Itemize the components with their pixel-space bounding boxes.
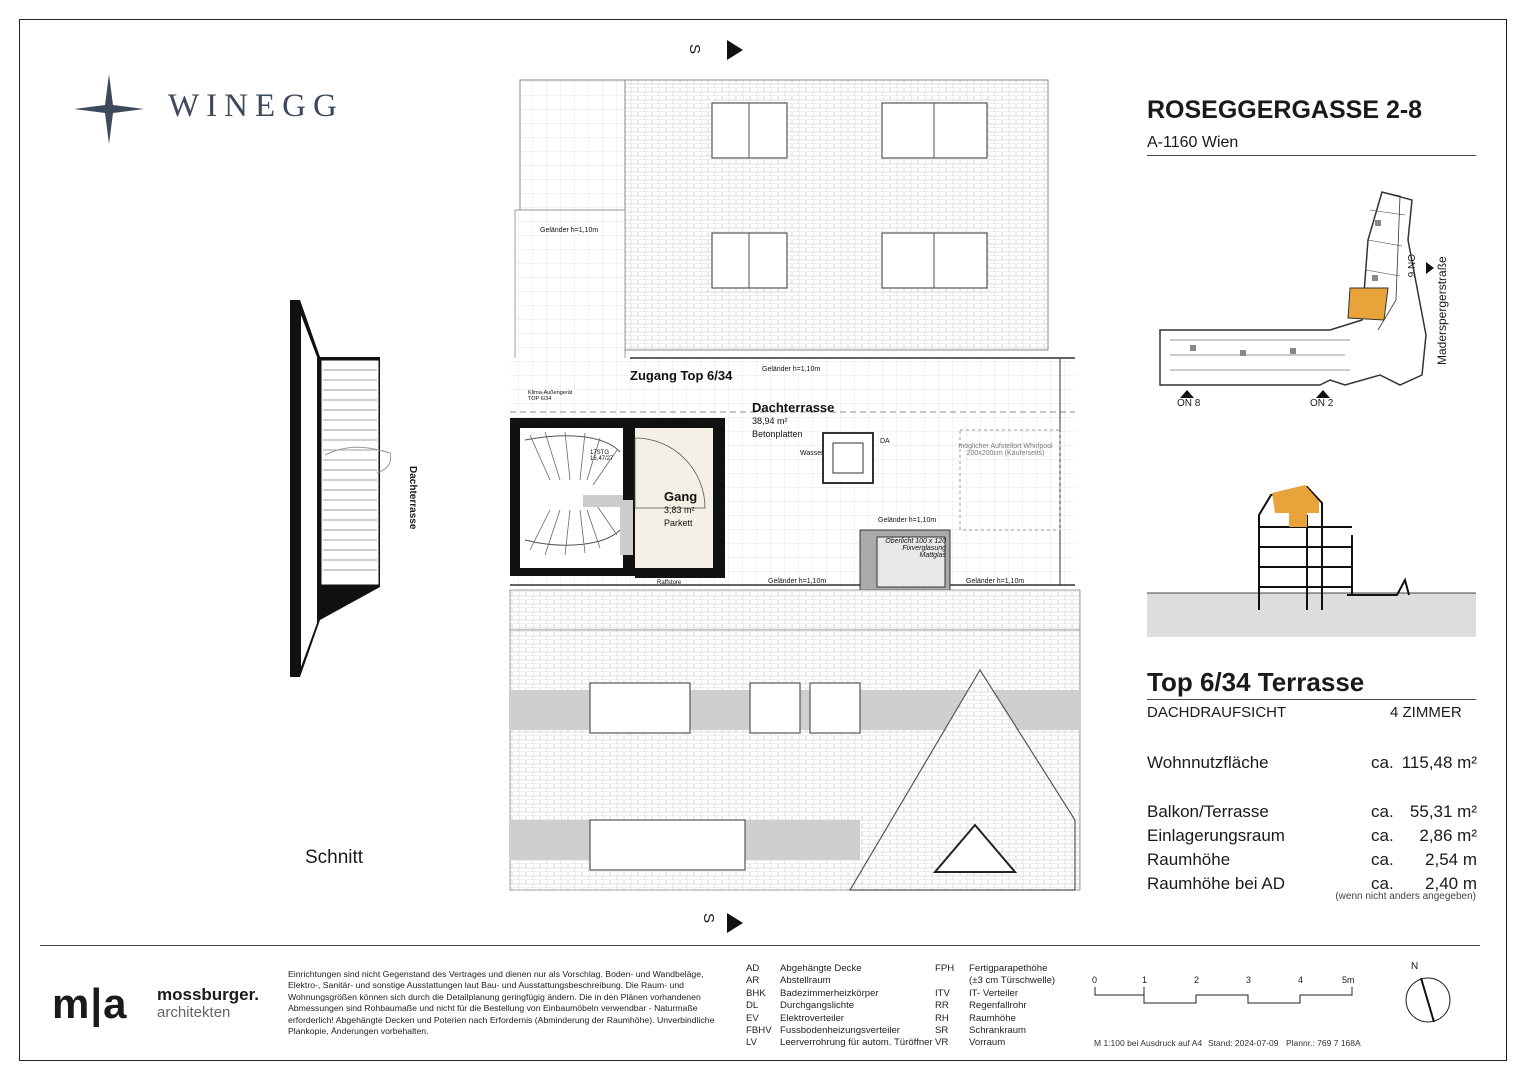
keyplan-street: Maderspergerstraße: [1435, 256, 1449, 365]
terrace-name: Dachterrasse: [752, 400, 835, 415]
gelaender-label: Geländer h=1,10m: [878, 517, 937, 524]
keyplan-on8: ON 8: [1177, 398, 1201, 409]
legend-row: FPH Fertigparapethöhe: [935, 963, 1048, 974]
scale-tick: 4: [1298, 975, 1304, 985]
zugang-label: Zugang Top 6/34: [630, 368, 733, 383]
on6-arrow-icon: [1426, 262, 1434, 274]
terrace-floor: Betonplatten: [752, 429, 803, 439]
legend-row: FBHV Fussbodenheizungsverteiler: [746, 1025, 900, 1037]
legend-row: AR Abstellraum: [746, 975, 831, 987]
legend-row: EV Elektroverteiler: [746, 1012, 844, 1024]
area-row-einlagerung: [1147, 826, 1477, 846]
scale-tick: 2: [1194, 975, 1200, 985]
section-drawing: [285, 295, 405, 680]
area-row-wohnnutzflaeche: [1147, 753, 1477, 773]
scale-tick: 0: [1092, 975, 1098, 985]
north-arrow-icon: [1400, 972, 1460, 1032]
area-value: 2,86 m²: [1419, 826, 1477, 845]
scale-tick: 3: [1246, 975, 1252, 985]
section-marker-top: S: [686, 44, 703, 55]
on2-arrow-icon: [1316, 390, 1330, 398]
area-row-raumhoehe: [1147, 850, 1477, 870]
legend-right: [935, 963, 1055, 1050]
area-label: Raumhöhe: [1147, 850, 1231, 869]
legend-row: DL Durchgangslichte: [746, 1000, 855, 1012]
legend-row: RR Regenfallrohr: [935, 1000, 1027, 1012]
bigel-label: Bigel: [655, 421, 669, 427]
area-value: 2,40 m: [1425, 874, 1477, 893]
section-terrace-label: Dachterrasse: [407, 466, 418, 530]
rooms-label: 4 ZIMMER: [1390, 704, 1462, 721]
area-row-balkon: [1147, 802, 1477, 822]
divider: [1147, 699, 1476, 700]
area-ca: ca.: [1371, 826, 1394, 845]
area-ca: ca.: [1371, 850, 1394, 869]
raffstore-label: Raffstore: [657, 580, 682, 586]
gang-floor: Parkett: [664, 518, 693, 528]
legend-row: VR Vorraum: [935, 1037, 1006, 1049]
unit-title: Top 6/34 Terrasse: [1147, 667, 1365, 697]
section-arrow-bottom-icon: [727, 913, 747, 933]
architect-logo: m|a: [52, 980, 128, 1027]
scale-bar: [1094, 985, 1356, 1005]
legend-row: (±3 cm Türschwelle): [969, 975, 1056, 987]
area-value: 55,31 m²: [1409, 802, 1477, 821]
area-ca: ca.: [1371, 753, 1394, 772]
plan-number: Plannr.: 769 7 168A: [1286, 1038, 1361, 1048]
scale-tick: 1: [1142, 975, 1148, 985]
project-city: A-1160 Wien: [1147, 134, 1239, 151]
scale-tick: 5m: [1342, 975, 1355, 985]
legend-row: LV Leerverrohrung für autom. Türöffner: [746, 1037, 933, 1049]
klima-label: Klima-Außengerät TOP 6/34: [528, 390, 573, 402]
area-ca: ca.: [1371, 874, 1394, 893]
area-ca: ca.: [1371, 802, 1394, 821]
building-section-key: [1147, 475, 1476, 637]
disclaimer: Einrichtungen sind nicht Gegenstand des Vertrages und dienen nur als Vorschlag. Boden- und Wandbeläge, Elektro-, Sanitär- und sonstige Ausstattungen laut Bau- und Ausstattungsbeschreibung. Die Raum- und Wohnungsgrößen können sich durch die Detailplanung geringfügig ändern. Die in den Plänen vorhandenen Abmessungen sind Rohbaumaße und nicht für die Bestellung von Einbaumöbeln verwendbar - Naturmaße erforderlich! Abgehängte Decken und Poterien nach Erfordernis (Abminderung der Raumhöhe). Unverbindliche Plankopie, Änderungen vorbehalten.: [288, 969, 715, 1037]
legend-row: ITV IT- Verteiler: [935, 987, 1019, 999]
scale-note: M 1:100 bei Ausdruck auf A4: [1094, 1038, 1203, 1048]
footer-divider: [40, 945, 1480, 946]
keyplan-on6: ON 6: [1405, 254, 1416, 278]
gang-name: Gang: [664, 489, 698, 504]
legend-row: SR Schrankraum: [935, 1025, 1027, 1037]
gelaender-label: Geländer h=1,10m: [762, 366, 821, 373]
floor-plan: [505, 40, 1100, 935]
site-key-plan: [1150, 180, 1480, 415]
area-label: Raumhöhe bei AD: [1147, 874, 1285, 893]
stair-label: 17STG 16,47/27: [590, 450, 614, 462]
architect-name: mossburger.: [157, 985, 260, 1004]
architect-sub: architekten: [157, 1004, 231, 1021]
area-label: Wohnnutzfläche: [1147, 753, 1269, 772]
keyplan-on2: ON 2: [1310, 398, 1334, 409]
legend-row: RH Raumhöhe: [935, 1012, 1016, 1024]
gang-area: 3,83 m²: [664, 505, 695, 515]
north-label: N: [1411, 961, 1419, 972]
compass-star-logo-icon: [74, 74, 144, 144]
terrace-area: 38,94 m²: [752, 416, 788, 426]
section-title: Schnitt: [305, 847, 364, 868]
legend-row: AD Abgehängte Decke: [746, 963, 862, 974]
area-note: (wenn nicht anders angegeben): [1335, 891, 1476, 902]
project-address: ROSEGGERGASSE 2-8: [1147, 96, 1423, 124]
gelaender-label: Geländer h=1,10m: [768, 578, 827, 585]
gelaender-label: Geländer h=1,10m: [540, 227, 599, 234]
da-label: DA: [880, 438, 890, 445]
area-value: 2,54 m: [1425, 850, 1477, 869]
wasser-label: Wasser: [800, 450, 824, 457]
on8-arrow-icon: [1180, 390, 1194, 398]
section-marker-bottom: S: [700, 913, 717, 924]
section-arrow-top-icon: [727, 40, 747, 60]
divider: [1147, 155, 1476, 156]
date-stamp: Stand: 2024-07-09: [1208, 1038, 1279, 1048]
area-label: Balkon/Terrasse: [1147, 802, 1269, 821]
whirlpool-label: möglicher Aufstellort Whirlpool 200x200cm (Käuferseits): [958, 443, 1053, 457]
oberlicht-label: Oberlicht 100 x 120 Fixverglasung Mattglas: [885, 538, 946, 559]
view-label: DACHDRAUFSICHT: [1147, 704, 1287, 721]
gelaender-label: Geländer h=1,10m: [966, 578, 1025, 585]
area-value: 115,48 m²: [1401, 753, 1477, 772]
area-label: Einlagerungsraum: [1147, 826, 1285, 845]
raffstore-label: Raffstore: [672, 421, 697, 427]
brand-logo: WINEGG: [168, 88, 344, 124]
legend-left: [746, 963, 933, 1050]
legend-row: BHK Badezimmerheizkörper: [746, 987, 879, 999]
